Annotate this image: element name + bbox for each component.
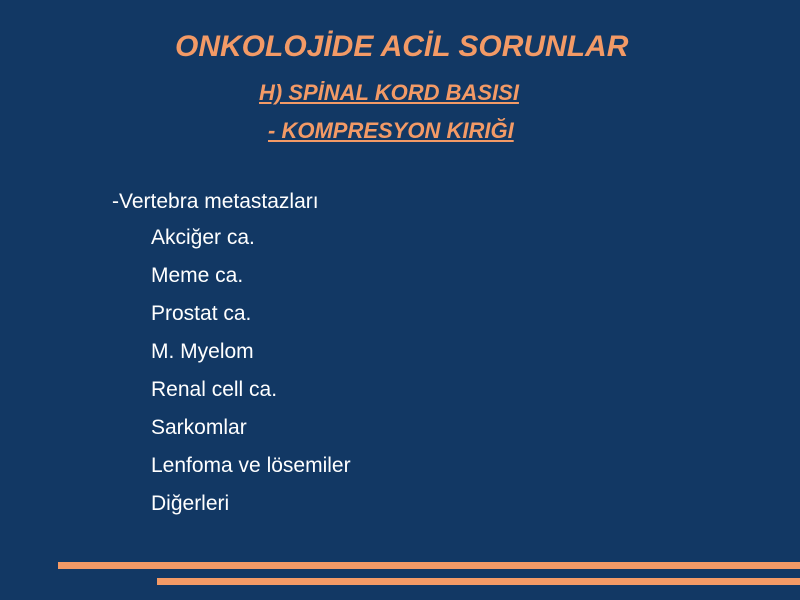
list-item: Meme ca. [151, 264, 244, 287]
content-list [112, 184, 351, 524]
slide-title: ONKOLOJİDE ACİL SORUNLAR [175, 30, 629, 63]
list-lead: -Vertebra metastazları [112, 190, 319, 213]
list-item: Renal cell ca. [151, 378, 278, 401]
decorative-bar-bottom [157, 578, 800, 585]
slide-subtitle-spinal: H) SPİNAL KORD BASISI [259, 80, 519, 105]
list-item: Akciğer ca. [151, 226, 255, 249]
metastasis-list [112, 220, 351, 524]
decorative-bar-top [58, 562, 800, 569]
list-item: M. Myelom [151, 340, 254, 363]
slide-subtitle-kompresyon: - KOMPRESYON KIRIĞI [268, 118, 514, 143]
list-item: Diğerleri [151, 492, 230, 515]
list-item: Prostat ca. [151, 302, 252, 325]
list-item: Lenfoma ve lösemiler [151, 454, 351, 477]
list-item: Sarkomlar [151, 416, 247, 439]
